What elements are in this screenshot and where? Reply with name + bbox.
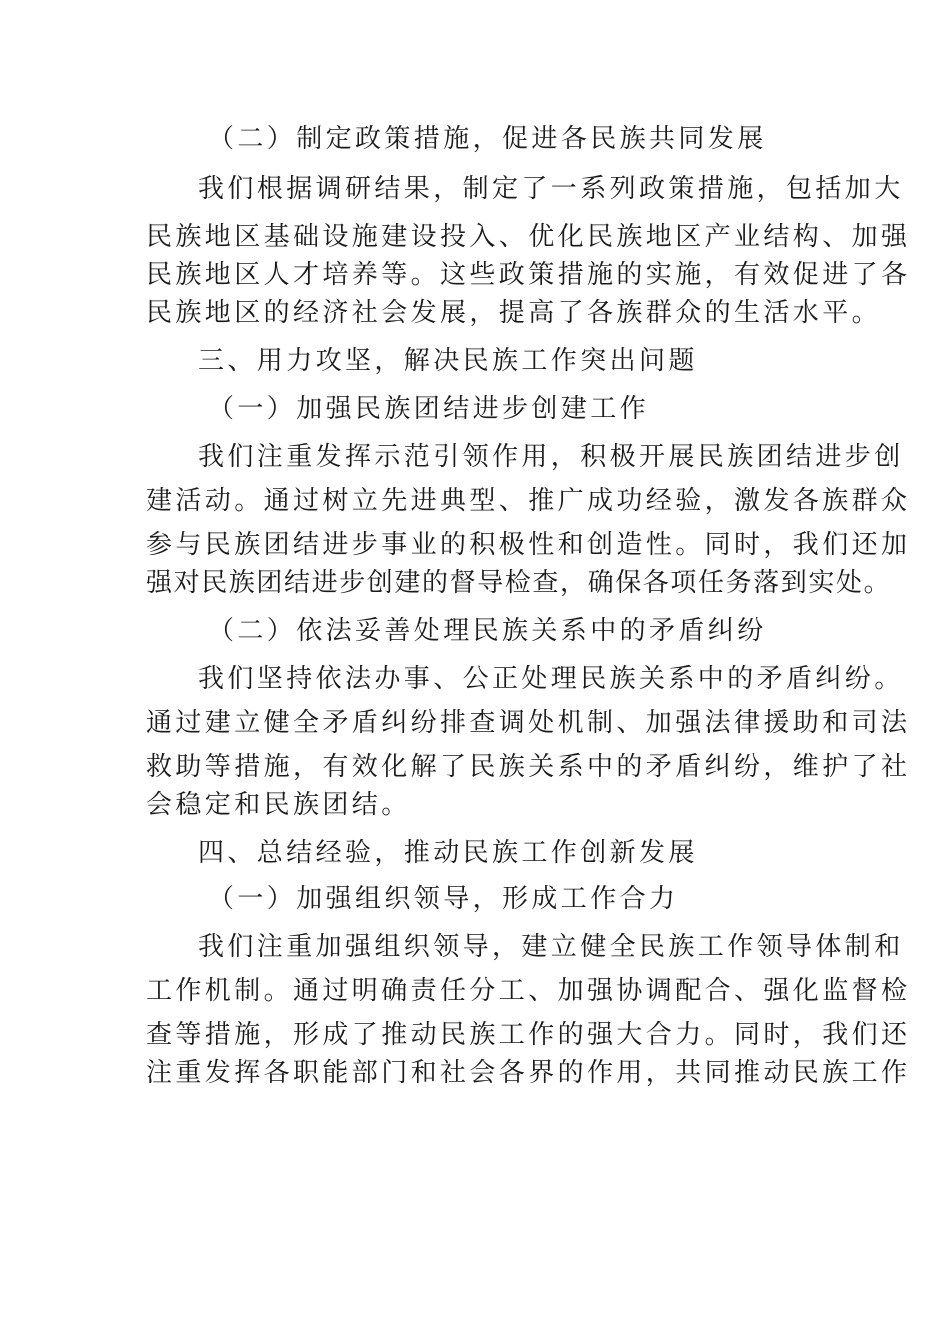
paragraph-line: 注重发挥各职能部门和社会各界的作用，共同推动民族工作 — [146, 1058, 911, 1088]
paragraph-line: 查等措施，形成了推动民族工作的强大合力。同时，我们还 — [146, 1020, 911, 1050]
paragraph-line: 参与民族团结进步事业的积极性和创造性。同时，我们还加 — [146, 530, 911, 560]
paragraph-line: 我们坚持依法办事、公正处理民族关系中的矛盾纠纷。 — [198, 664, 904, 694]
section-heading-four: 四、总结经验，推动民族工作创新发展 — [198, 838, 698, 868]
paragraph-line: 民族地区基础设施建设投入、优化民族地区产业结构、加强 — [146, 222, 911, 252]
subheading-unity-creation: （一）加强民族团结进步创建工作 — [208, 394, 650, 424]
paragraph-line: 救助等措施，有效化解了民族关系中的矛盾纠纷，维护了社 — [146, 752, 911, 782]
paragraph-line: 我们根据调研结果，制定了一系列政策措施，包括加大 — [198, 174, 904, 204]
paragraph-line: 民族地区的经济社会发展，提高了各族群众的生活水平。 — [146, 298, 882, 328]
paragraph-line: 会稳定和民族团结。 — [146, 790, 411, 820]
paragraph-line: 工作机制。通过明确责任分工、加强协调配合、强化监督检 — [146, 976, 911, 1006]
subheading-dispute-handling: （二）依法妥善处理民族关系中的矛盾纠纷 — [208, 616, 767, 646]
paragraph-line: 民族地区人才培养等。这些政策措施的实施，有效促进了各 — [146, 260, 911, 290]
section-heading-three: 三、用力攻坚，解决民族工作突出问题 — [198, 346, 698, 376]
paragraph-line: 我们注重加强组织领导，建立健全民族工作领导体制和 — [198, 932, 904, 962]
paragraph-line: 我们注重发挥示范引领作用，积极开展民族团结进步创 — [198, 442, 904, 472]
subheading-policy-measures: （二）制定政策措施，促进各民族共同发展 — [208, 124, 767, 154]
subheading-organizational-leadership: （一）加强组织领导，形成工作合力 — [208, 884, 679, 914]
paragraph-line: 强对民族团结进步创建的督导检查，确保各项任务落到实处。 — [146, 568, 892, 598]
paragraph-line: 通过建立健全矛盾纠纷排查调处机制、加强法律援助和司法 — [146, 708, 911, 738]
paragraph-line: 建活动。通过树立先进典型、推广成功经验，激发各族群众 — [146, 486, 911, 516]
